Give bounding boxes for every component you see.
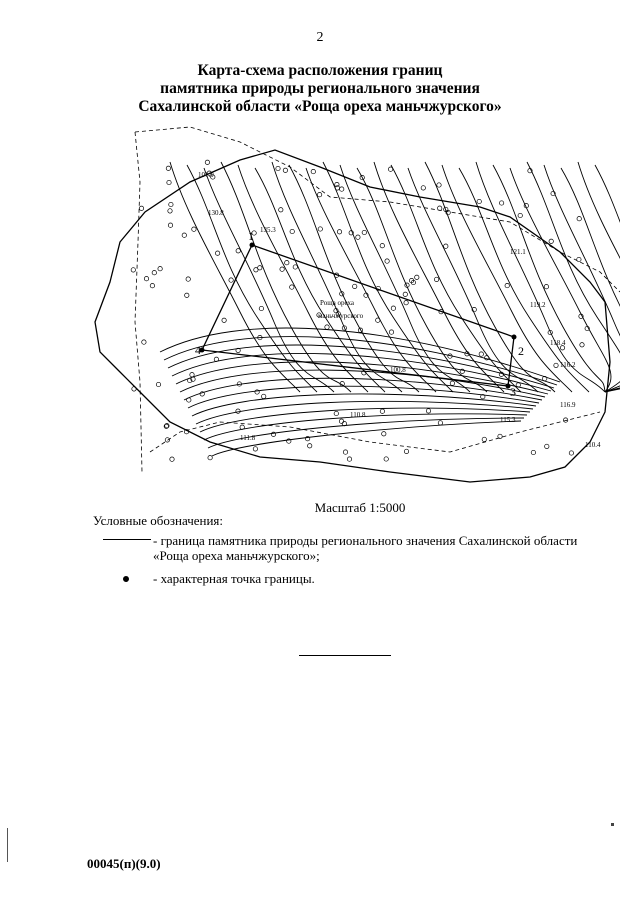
tree-symbol <box>280 267 284 271</box>
contour-line <box>493 165 605 392</box>
tree-symbol <box>403 292 407 296</box>
tree-symbol <box>325 325 329 329</box>
tree-symbol <box>544 285 548 289</box>
elevation-label: 135.3 <box>260 226 276 234</box>
scan-margin-mark <box>7 828 8 862</box>
contour-line <box>306 168 436 392</box>
contour-line <box>527 162 620 392</box>
elevation-label: 116.2 <box>560 361 576 369</box>
tree-symbol <box>482 437 486 441</box>
tree-symbol <box>444 244 448 248</box>
tree-symbol <box>208 456 212 460</box>
tree-symbol <box>187 398 191 402</box>
tree-symbol <box>340 187 344 191</box>
separator-line <box>299 655 391 656</box>
tree-symbol <box>165 438 169 442</box>
elevation-label: 115.3 <box>500 416 516 424</box>
boundary-point-3-label: 3 <box>510 385 516 399</box>
elevation-label: 110.4 <box>585 441 601 449</box>
boundary-point-marker <box>512 335 517 340</box>
tree-symbol <box>382 432 386 436</box>
tree-symbol <box>318 227 322 231</box>
tree-symbol <box>285 261 289 265</box>
tree-symbol <box>404 301 408 305</box>
tree-symbol <box>353 284 357 288</box>
tree-symbol <box>222 318 226 322</box>
tree-symbol <box>391 306 395 310</box>
contour-line <box>561 168 620 392</box>
tree-symbol <box>190 373 194 377</box>
tree-symbol <box>290 229 294 233</box>
elevation-label: 118.4 <box>550 339 566 347</box>
tree-symbol <box>376 318 380 322</box>
place-label-2: маньчжурского <box>318 312 364 320</box>
tree-symbol <box>311 169 315 173</box>
tree-symbol <box>283 168 287 172</box>
elevation-label: 116.9 <box>560 401 576 409</box>
tree-symbol <box>569 451 573 455</box>
tree-symbol <box>192 227 196 231</box>
boundary-point-1-label: 1 <box>248 229 254 243</box>
tree-symbol <box>380 409 384 413</box>
tree-symbol <box>384 457 388 461</box>
tree-symbol <box>450 381 454 385</box>
tree-symbol <box>437 183 441 187</box>
tree-symbol <box>385 259 389 263</box>
tree-symbol <box>389 330 393 334</box>
tree-symbol <box>577 217 581 221</box>
contour-line <box>425 162 555 392</box>
tree-symbol <box>434 277 438 281</box>
tree-symbol <box>477 199 481 203</box>
tree-symbol <box>142 340 146 344</box>
elevation-label: 101.9 <box>198 171 214 179</box>
scan-speck <box>611 823 614 826</box>
tree-symbol <box>438 206 442 210</box>
tree-symbol <box>258 266 262 270</box>
page-number: 2 <box>316 30 324 45</box>
title-line-1: Карта-схема расположения границ <box>197 62 443 79</box>
tree-symbol <box>293 265 297 269</box>
title-line-2: памятника природы регионального значения <box>160 80 480 97</box>
tree-symbol <box>167 180 171 184</box>
tree-symbol <box>168 209 172 213</box>
elevation-label: 100.8 <box>390 366 406 374</box>
tree-symbol <box>339 419 343 423</box>
tree-symbol <box>498 434 502 438</box>
tree-symbol <box>499 201 503 205</box>
road-left <box>135 132 142 472</box>
tree-symbol <box>169 202 173 206</box>
tree-symbol <box>308 444 312 448</box>
tree-symbol <box>347 457 351 461</box>
tree-symbol <box>549 239 553 243</box>
contour-line <box>184 378 542 400</box>
elevation-label: 119.2 <box>530 301 546 309</box>
tree-symbol <box>152 271 156 275</box>
elevation-label: 110.8 <box>350 411 366 419</box>
tree-symbol <box>479 352 483 356</box>
tree-symbol <box>577 257 581 261</box>
tree-symbol <box>335 186 339 190</box>
tree-symbol <box>334 411 338 415</box>
tree-symbol <box>362 230 366 234</box>
contour-line <box>187 165 317 392</box>
map-scale: Масштаб 1:5000 <box>314 500 406 515</box>
tree-symbol <box>156 382 160 386</box>
tree-symbol <box>150 284 154 288</box>
tree-symbol <box>380 244 384 248</box>
contour-line <box>208 418 524 448</box>
tree-symbol <box>290 285 294 289</box>
elevation-label: 111.8 <box>240 434 256 442</box>
tree-symbol <box>388 167 392 171</box>
contour-line <box>176 362 548 394</box>
legend-item-point: - характерная точка границы. <box>153 571 315 586</box>
tree-symbol <box>317 193 321 197</box>
tree-symbol <box>182 233 186 237</box>
legend-title: Условные обозначения: <box>93 513 224 528</box>
title-line-3: Сахалинской области «Роща ореха маньчжурского» <box>138 98 502 115</box>
tree-symbol <box>438 421 442 425</box>
boundary-point-2-label: 2 <box>518 344 524 358</box>
tree-symbol <box>166 166 170 170</box>
tree-symbol <box>259 306 263 310</box>
tree-symbol <box>531 450 535 454</box>
road-bottom <box>150 412 600 452</box>
tree-symbol <box>545 444 549 448</box>
tree-symbol <box>262 394 266 398</box>
tree-symbol <box>205 160 209 164</box>
boundary-point-marker <box>250 243 255 248</box>
topographic-map <box>90 122 620 492</box>
tree-symbol <box>356 235 360 239</box>
contour-line <box>221 162 351 392</box>
tree-symbol <box>236 249 240 253</box>
tree-symbol <box>415 275 419 279</box>
tree-symbol <box>580 343 584 347</box>
tree-symbol <box>343 450 347 454</box>
tree-symbol <box>132 387 136 391</box>
tree-symbol <box>276 166 280 170</box>
tree-symbol <box>186 277 190 281</box>
tree-symbol <box>215 251 219 255</box>
tree-symbol <box>253 447 257 451</box>
document-title <box>0 62 640 116</box>
tree-symbol <box>337 230 341 234</box>
legend-dot-icon <box>123 576 129 582</box>
tree-symbol <box>404 449 408 453</box>
contour-line <box>510 168 611 392</box>
legend-item-boundary: - граница памятника природы регионального значения Сахалинской области «Роща ореха маньчжурского»; <box>153 533 578 563</box>
tree-symbol <box>158 267 162 271</box>
tree-symbol <box>139 206 143 210</box>
tree-symbol <box>170 457 174 461</box>
tree-symbol <box>426 409 430 413</box>
elevation-label: 130.8 <box>208 209 224 217</box>
tree-symbol <box>236 348 240 352</box>
tree-symbol <box>229 278 233 282</box>
tree-symbol <box>131 268 135 272</box>
tree-symbol <box>505 283 509 287</box>
legend-line-icon <box>103 539 151 540</box>
boundary-point-4-label: 4 <box>195 343 201 357</box>
elevation-label: 121.1 <box>510 248 526 256</box>
tree-symbol <box>168 223 172 227</box>
tree-symbol <box>554 363 558 367</box>
contour-line <box>289 165 419 392</box>
place-label-1: Роща ореха <box>320 299 354 307</box>
tree-symbol <box>518 213 522 217</box>
tree-symbol <box>485 356 489 360</box>
tree-symbol <box>144 277 148 281</box>
tree-symbol <box>279 208 283 212</box>
document-code: 00045(п)(9.0) <box>87 856 161 871</box>
tree-symbol <box>185 293 189 297</box>
tree-symbol <box>421 186 425 190</box>
